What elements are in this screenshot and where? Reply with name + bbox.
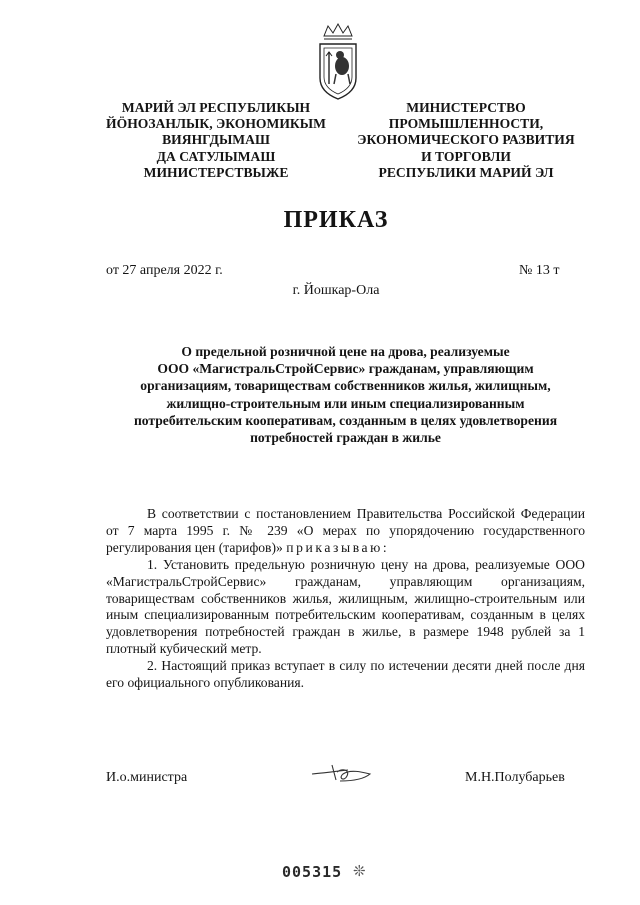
header-right-line: ПРОМЫШЛЕННОСТИ, [388, 116, 544, 132]
subject-line: потребительским кооперативам, созданным в целях удовлетворения [133, 412, 558, 428]
subject-line: жилищно-строительным или иным специализированным [166, 395, 525, 411]
subject-line: О предельной розничной цене на дрова, реализуемые [181, 344, 510, 359]
document-city: г. Йошкар-Ола [292, 283, 380, 298]
signatory-position: И.о.министра [106, 770, 188, 785]
body-paragraph-preamble [106, 506, 585, 557]
document-date: от 27 апреля 2022 г. [106, 263, 223, 278]
body-paragraph-1: 1. Установить предельную розничную цену на дрова, реализуемые ООО «МагистральСтройСервис» гражданам, управляющим организациям, товариществам собственников жилья, жилищным, жилищно-строительным или иным специализированным потребительским кооперативам, созданным в целях удовлетворения потребностей граждан в жилье, в размере 1948 рублей за 1 плотный кубический метр. [106, 556, 585, 657]
header-right-line: МИНИСТЕРСТВО [406, 100, 526, 115]
handwritten-signature [310, 760, 376, 788]
order-word: приказываю: [286, 539, 390, 555]
document-subject [106, 343, 585, 446]
preamble-text: В соответствии с постановлением Правительства Российской Федерации от 7 марта 1995 г. № 239 «О мерах по упорядочению государственного регулирования цен (тарифов)» [106, 506, 585, 555]
subject-line: потребностей граждан в жилье [250, 430, 441, 446]
header-left-line: МАРИЙ ЭЛ РЕСПУБЛИКЫН [121, 100, 311, 115]
header-right-line: РЕСПУБЛИКИ МАРИЙ ЭЛ [378, 164, 554, 180]
subject-line: организациям, товариществам собственников жилья, жилищным, [140, 378, 551, 394]
subject-line: ООО «МагистральСтройСервис» гражданам, управляющим [157, 361, 534, 377]
header-right-line: ЭКОНОМИЧЕСКОГО РАЗВИТИЯ [357, 132, 575, 148]
document-title: ПРИКАЗ [283, 207, 389, 233]
header-right-line: И ТОРГОВЛИ [421, 148, 511, 164]
serial-number: 005315 [282, 863, 343, 881]
header-right-russian [348, 100, 584, 181]
header-left-mari [104, 100, 328, 181]
body-paragraph-2: 2. Настоящий приказ вступает в силу по истечении десяти дней после дня его официального опубликования. [106, 658, 585, 691]
document-body [106, 506, 585, 692]
coat-of-arms-emblem [312, 22, 364, 102]
signatory-name: М.Н.Полубарьев [465, 770, 565, 785]
document-number: № 13 т [519, 263, 560, 278]
header-left-line: ВИЯНГДЫМАШ [162, 132, 270, 148]
header-left-line: ДА САТУЛЫМАШ [156, 148, 276, 164]
serial-ornament-icon: ❊ [353, 864, 366, 880]
header-left-line: ЙÖНОЗАНЛЫК, ЭКОНОМИКЫМ [106, 116, 326, 132]
header-left-line: МИНИСТЕРСТВЫЖЕ [143, 164, 289, 180]
